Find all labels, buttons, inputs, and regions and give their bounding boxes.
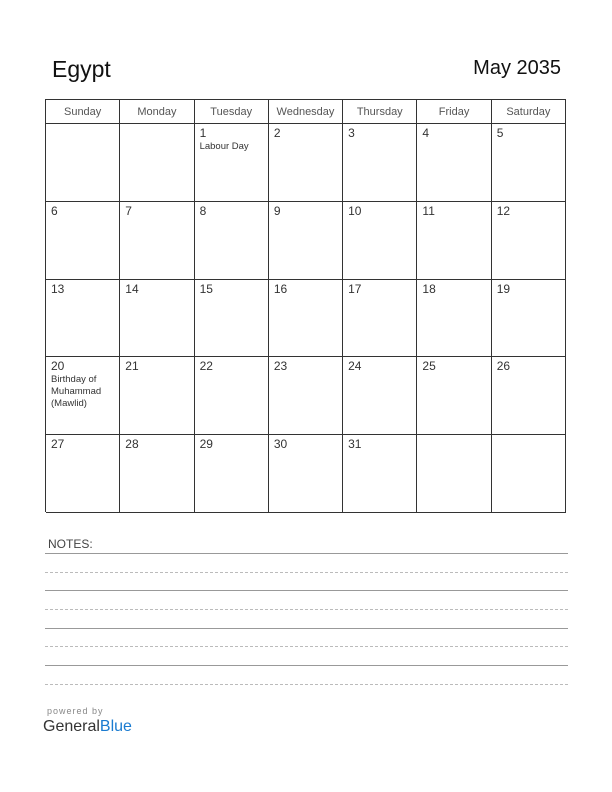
day-cell	[195, 435, 269, 513]
day-cell	[46, 357, 120, 435]
day-number: 21	[125, 359, 139, 374]
day-cell	[343, 357, 417, 435]
day-number: 29	[199, 437, 213, 452]
day-cell	[195, 357, 269, 435]
day-number: 30	[273, 437, 288, 452]
holiday-label: Birthday of Muhammad (Mawlid)	[51, 374, 102, 410]
day-cell	[46, 280, 120, 358]
calendar-grid	[45, 99, 566, 512]
day-number: 19	[496, 281, 511, 296]
day-number: 7	[125, 203, 132, 218]
day-cell	[46, 124, 120, 202]
day-cell	[46, 435, 120, 513]
day-number: 3	[348, 126, 355, 140]
day-number: 31	[348, 437, 362, 452]
week-row-3	[46, 280, 566, 358]
day-number: 1	[199, 126, 207, 140]
day-number: 27	[51, 437, 65, 452]
week-row-4	[46, 357, 566, 435]
day-cell	[492, 435, 566, 513]
day-number: 26	[496, 359, 511, 374]
weekday-header-row	[46, 100, 566, 124]
day-cell	[120, 124, 194, 202]
weekday-sunday: Sunday	[46, 100, 120, 124]
day-number: 18	[422, 281, 436, 296]
week-row-1	[46, 124, 566, 202]
notes-line	[45, 572, 568, 573]
day-cell	[269, 280, 343, 358]
day-cell	[120, 202, 194, 280]
day-cell	[195, 202, 269, 280]
day-number: 2	[273, 126, 281, 140]
day-cell	[417, 280, 491, 358]
holiday-label: Labour Day	[199, 141, 249, 152]
day-number: 14	[125, 281, 139, 296]
notes-line	[45, 684, 568, 685]
notes-label: NOTES:	[48, 537, 93, 551]
day-cell	[492, 202, 566, 280]
day-number: 20	[51, 359, 65, 374]
notes-line	[45, 665, 568, 666]
weekday-friday: Friday	[417, 100, 491, 124]
day-cell	[269, 357, 343, 435]
day-cell	[343, 124, 417, 202]
weekday-saturday: Saturday	[492, 100, 566, 124]
brand-text-general: General	[43, 718, 100, 735]
day-number: 23	[273, 359, 288, 374]
day-number: 12	[496, 203, 511, 218]
day-number: 24	[348, 359, 362, 374]
brand-text-blue: Blue	[99, 718, 132, 735]
day-cell	[269, 202, 343, 280]
day-cell	[417, 202, 491, 280]
day-cell	[46, 202, 120, 280]
day-number: 5	[496, 126, 504, 140]
day-cell	[417, 124, 491, 202]
weekday-tuesday: Tuesday	[195, 100, 269, 124]
day-number: 22	[199, 359, 213, 374]
notes-line	[45, 553, 568, 554]
day-cell	[343, 202, 417, 280]
month-title: May 2035	[473, 57, 561, 79]
notes-line	[45, 646, 568, 647]
day-cell	[120, 280, 194, 358]
day-cell	[417, 357, 491, 435]
week-row-2	[46, 202, 566, 280]
day-cell	[417, 435, 491, 513]
day-number: 8	[199, 203, 207, 218]
notes-line	[45, 628, 568, 629]
day-cell	[343, 280, 417, 358]
day-cell	[269, 435, 343, 513]
day-number: 13	[51, 281, 65, 296]
day-cell	[120, 435, 194, 513]
generalblue-logo	[43, 718, 132, 736]
day-number: 28	[125, 437, 139, 452]
day-number: 10	[348, 203, 362, 218]
day-cell	[492, 357, 566, 435]
day-cell	[492, 124, 566, 202]
day-number: 4	[422, 126, 430, 140]
day-cell	[269, 124, 343, 202]
day-number: 17	[348, 281, 362, 296]
notes-line	[45, 609, 568, 610]
country-title: Egypt	[52, 56, 111, 82]
day-cell	[343, 435, 417, 513]
weekday-thursday: Thursday	[343, 100, 417, 124]
day-number: 25	[422, 359, 436, 374]
weekday-wednesday: Wednesday	[269, 100, 343, 124]
notes-line	[45, 590, 568, 591]
powered-by-label: powered by	[47, 706, 104, 716]
day-number: 15	[199, 281, 213, 296]
week-row-5	[46, 435, 566, 513]
weekday-monday: Monday	[120, 100, 194, 124]
day-number: 6	[51, 203, 58, 218]
day-number: 16	[273, 281, 288, 296]
day-cell	[492, 280, 566, 358]
day-cell	[195, 124, 269, 202]
day-cell	[195, 280, 269, 358]
day-number: 11	[422, 203, 435, 218]
day-cell	[120, 357, 194, 435]
day-number: 9	[273, 203, 281, 218]
